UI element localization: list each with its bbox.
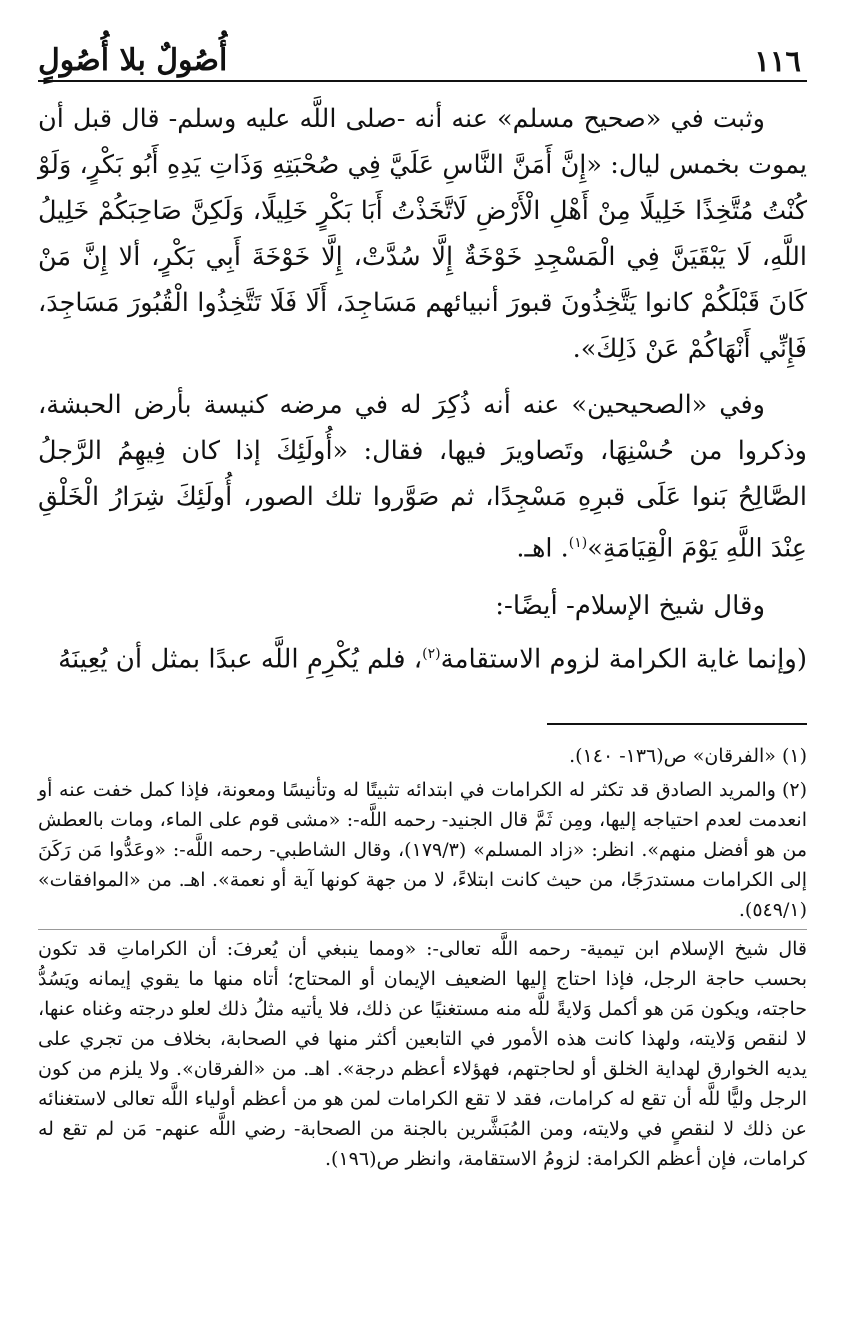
paragraph-muslim-hadith: وثبت في «صحيح مسلم» عنه أنه -صلى اللَّه عليه وسلم- قال قبل أن يموت بخمس ليال: «إِنَّ أَمَنَّ النَّاسِ عَلَيَّ فِي صُحْبَتِهِ وَذَاتِ يَدِهِ أَبُو بَكْرٍ، وَلَوْ كُنْتُ مُتَّخِذًا خَلِيلًا مِنْ أَهْلِ الْأَرْضِ لَاتَّخَذْتُ أَبَا بَكْرٍ خَلِيلًا، وَلَكِنَّ صَاحِبَكُمْ خَلِيلُ اللَّهِ، لَا يَبْقَيَنَّ فِي الْمَسْجِدِ خَوْخَةٌ إِلَّا سُدَّتْ، إِلَّا خَوْخَةَ أَبِي بَكْرٍ، ألا إِنَّ مَنْ كَانَ قَبْلَكُمْ كانوا يَتَّخِذُونَ قبورَ أنبيائهم مَسَاجِدَ، أَلَا فَلَا تَتَّخِذُوا الْقُبُورَ مَسَاجِدَ، فَإِنِّي أَنْهَاكُمْ عَنْ ذَلِكَ». (38, 104, 807, 364)
footnote-2-continuation: قال شيخ الإسلام ابن تيمية- رحمه اللَّه تعالى-: «ومما ينبغي أن يُعرفَ: أن الكراماتِ قد تكون بحسب حاجة الرجل، فإذا احتاج إليها الضعيف الإيمان أو المحتاج؛ أتاه منها ما يقوي إيمانه ويَسُدُّ حاجته، ويكون مَن هو أكمل وَلايةً للَّه منه مستغنيًا عن ذلك، فلا يأتيه مثلُ ذلك لعلو درجته وغناه عنها، لا لنقص وَلايته، ولهذا كانت هذه الأمور في التابعين أكثر منها في الصحابة، بخلاف من تجري على يديه الخوارق لهداية الخلق أو لحاجتهم، فهؤلاء أعظم درجة». اهـ. من «الفرقان». ولا يلزم من كون الرجل وليًّا للَّه أن تقع له كرامات، فقد لا تقع الكرامات لمن هو من أعظم أولياء اللَّه تعالى لاستغنائه عن ذلك لا لنقصٍ في ولايته، ومن المُبَشَّرين بالجنة من الصحابة- رضي اللَّه عنهم- مَن لم تقع له كرامات، فإن أعظم الكرامة: لزومُ الاستقامة، وانظر ص(١٩٦). (38, 929, 807, 1174)
footnote-marker-1: (١) (568, 535, 588, 551)
quote-start (38, 630, 807, 684)
paragraph-sahihayn-hadith (38, 382, 807, 572)
footnote-separator (547, 723, 807, 725)
footnotes (38, 741, 807, 1174)
footnote-2 (38, 775, 807, 925)
quote-text-a: (وإنما غاية الكرامة لزوم الاستقامة (440, 644, 807, 675)
footnote-text: «الفرقان» ص(١٣٦- ١٤٠). (569, 745, 776, 768)
footnote-number: (١) (781, 745, 807, 768)
footnote-marker-2: (٢) (422, 645, 441, 662)
book-page (38, 30, 807, 1317)
footnote-text: والمريد الصادق قد تكثر له الكرامات في ابتدائه تثبيتًا له وتأنيسًا ومعونة، فإذا كمل خفت عنه أو انعدمت لعدم احتياجه إليها، ومِن ثَمَّ قال الجنيد- رحمه اللَّه-: «مشى قوم على الماء، ومات بالعطش من هو أفضل منهم». انظر: «زاد المسلم» (١٧٩/٣)، وقال الشاطبي- رحمه اللَّه-: «وعَدُّوا مَن رَكَنَ إلى الكرامات مستدرَجًا، من حيث كانت ابتلاءً، لا من جهة كونها آية أو نعمة». اهـ. من «الموافقات» (٥٤٩/١). (38, 779, 808, 922)
paragraph-tail: . اهـ. (516, 533, 569, 564)
footnote-number: (٢) (781, 779, 807, 802)
footnote-1 (38, 741, 807, 771)
page-number: ١١٦ (754, 44, 801, 78)
page-header (38, 30, 807, 82)
quote-text-b: ، فلم يُكْرِمِ اللَّه عبدًا بمثل أن يُعِينَهُ (58, 644, 423, 675)
running-title: أُصُولٌ بلا أُصُولٍ (38, 43, 228, 78)
paragraph-text: وفي «الصحيحين» عنه أنه ذُكِرَ له في مرضه كنيسة بأرض الحبشة، وذكروا من حُسْنِهَا، وتَصاويرَ فيها، فقال: «أُولَئِكَ إذا كان فِيهِمُ الرَّجلُ الصَّالِحُ بَنوا عَلَى قبرِهِ مَسْجِدًا، ثم صَوَّروا تلك الصور، أُولَئِكَ شِرَارُ الْخَلْقِ عِنْدَ اللَّهِ يَوْمَ الْقِيَامَةِ» (38, 390, 807, 564)
sub-heading: وقال شيخ الإسلام- أيضًا-: (495, 590, 765, 621)
main-text (38, 96, 807, 683)
